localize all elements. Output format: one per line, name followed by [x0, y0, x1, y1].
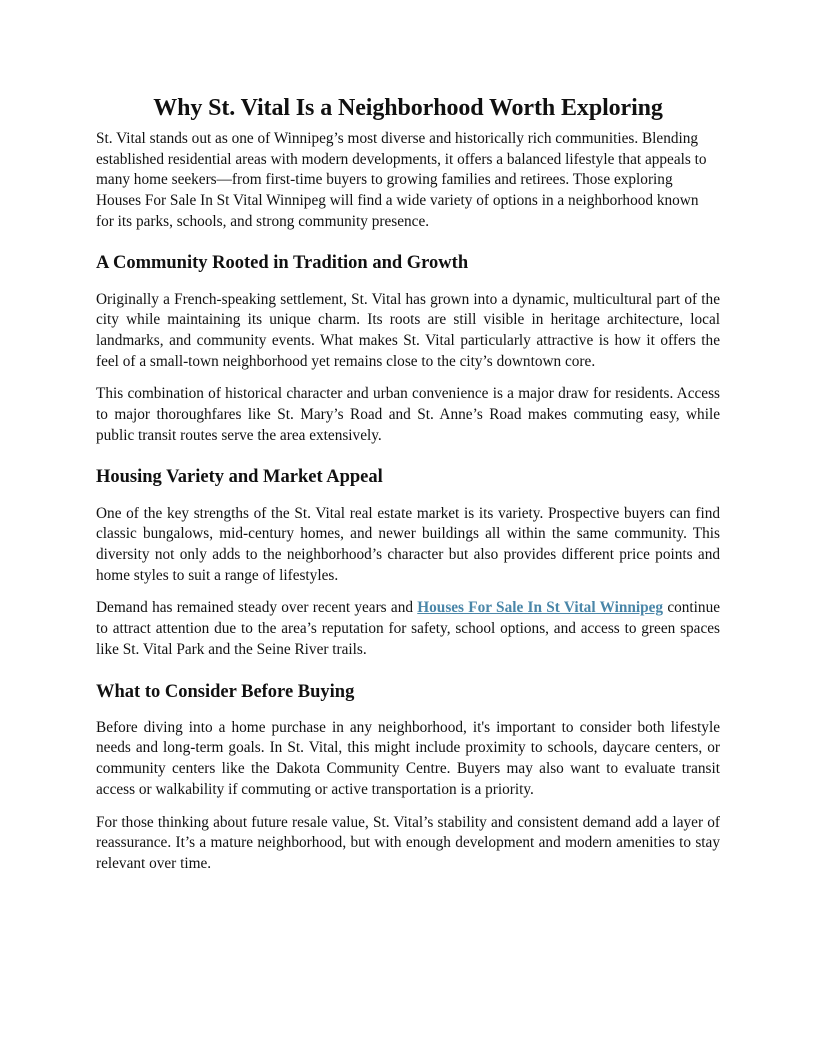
paragraph-housing-demand [96, 598, 720, 660]
paragraph-housing-variety: One of the key strengths of the St. Vital real estate market is its variety. Prospective buyers can find classic bungalows, mid-century homes, and newer buildings all within the same community. This diversity not only adds to the neighborhood’s character but also provides different price points and home styles to suit a range of lifestyles. [96, 504, 720, 584]
intro-paragraph: St. Vital stands out as one of Winnipeg’s most diverse and historically rich communities. Blending established residential areas with modern developments, it offers a balanced lifestyle that appeals to many home seekers—from first-time buyers to growing families and retirees. Those exploring Houses For Sale In St Vital Winnipeg will find a wide variety of options in a neighborhood known for its parks, schools, and strong community presence. [96, 129, 707, 230]
paragraph-community-access: This combination of historical character and urban convenience is a major draw for residents. Access to major thoroughfares like St. Mary’s Road and St. Anne’s Road makes commuting easy, while public transit routes serve the area extensively. [96, 385, 720, 444]
paragraph-resale-value: For those thinking about future resale value, St. Vital’s stability and consistent demand add a layer of reassurance. It’s a mature neighborhood, but with enough development and modern amenities to stay relevant over time. [96, 813, 720, 872]
paragraph-buying-considerations: Before diving into a home purchase in any neighborhood, it's important to consider both lifestyle needs and long-term goals. In St. Vital, this might include proximity to schools, daycare centers, or community centers like the Dakota Community Centre. Buyers may also want to evaluate transit access or walkability if commuting or active transportation is a priority. [96, 718, 720, 798]
link-paragraph-after: continue to attract attention due to the area’s reputation for safety, school options, and access to green spaces like St. Vital Park and the Seine River trails. [96, 599, 721, 658]
document-page [96, 94, 720, 887]
houses-for-sale-link[interactable]: Houses For Sale In St Vital Winnipeg [417, 599, 664, 617]
section-heading-housing: Housing Variety and Market Appeal [96, 467, 383, 488]
page-title: Why St. Vital Is a Neighborhood Worth Exploring [153, 95, 663, 121]
paragraph-community-history: Originally a French-speaking settlement, St. Vital has grown into a dynamic, multicultural part of the city while maintaining its unique charm. Its roots are still visible in heritage architecture, local landmarks, and community events. What makes St. Vital particularly attractive is how it offers the feel of a small-town neighborhood yet remains close to the city’s downtown core. [96, 290, 720, 370]
section-heading-community: A Community Rooted in Tradition and Growth [96, 253, 469, 274]
link-paragraph-before: Demand has remained steady over recent years and [96, 599, 418, 617]
section-heading-buying: What to Consider Before Buying [96, 681, 355, 702]
